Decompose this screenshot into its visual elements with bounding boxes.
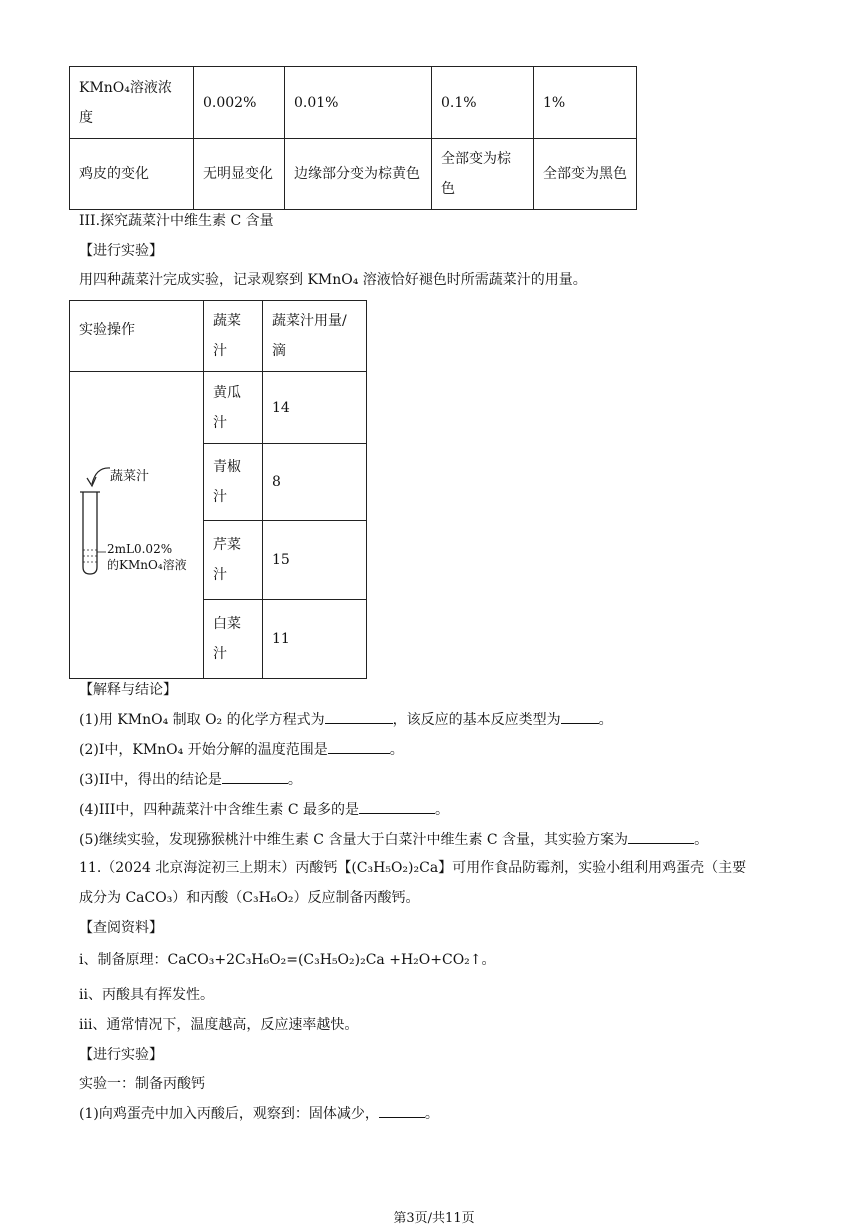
diagram-label-juice: 蔬菜汁 — [110, 469, 150, 484]
reaction-equation: CaCO₃+2C₃H₆O₂=(C₃H₅O₂)₂Ca +H₂O+CO₂↑。 — [167, 952, 496, 968]
table2-header-drops: 蔬菜汁用量/滴 — [263, 301, 367, 372]
experiment-heading-2: 【进行实验】 — [79, 1047, 163, 1063]
juice-name: 青椒汁 — [204, 444, 263, 521]
period: 。 — [389, 742, 404, 758]
table1-cell: 0.002% — [194, 67, 285, 139]
question-5-text: (5)继续实验，发现猕猴桃汁中维生素 C 含量大于白菜汁中维生素 C 含量，其实验方案为 — [79, 832, 629, 848]
table2-header-juice: 蔬菜汁 — [204, 301, 263, 372]
question-1-text-b: ，该反应的基本反应类型为 — [392, 712, 561, 728]
juice-name: 白菜汁 — [204, 599, 263, 678]
experiment-text: 用四种蔬菜汁完成实验，记录观察到 KMnO₄ 溶液恰好褪色时所需蔬菜汁的用量。 — [79, 272, 587, 288]
concentration-table — [69, 66, 637, 210]
answer-blank[interactable] — [222, 769, 288, 784]
juice-drops: 14 — [263, 372, 367, 444]
experiment-1-title: 实验一：制备丙酸钙 — [79, 1076, 205, 1092]
vegetable-juice-table — [69, 300, 367, 679]
juice-drops: 8 — [263, 444, 367, 521]
juice-name: 芹菜汁 — [204, 521, 263, 599]
period: 。 — [435, 802, 450, 818]
period: 。 — [424, 1106, 439, 1122]
question-2-text: (2)I中，KMnO₄ 开始分解的温度范围是 — [79, 742, 328, 758]
table2-header-operation: 实验操作 — [70, 301, 204, 372]
diagram-label-solution: 的KMnO₄溶液 — [107, 558, 187, 572]
table1-cell: 全部变为棕色 — [432, 139, 534, 210]
question-1 — [79, 709, 613, 730]
question-11-line-1: 11.（2024 北京海淀初三上期末）丙酸钙【(C₃H₅O₂)₂Ca】可用作食品防霉剂，实验小组利用鸡蛋壳（主要 — [79, 860, 747, 876]
table1-header-concentration: KMnO₄溶液浓度 — [70, 67, 194, 139]
period: 。 — [598, 712, 613, 728]
section-3-title: III.探究蔬菜汁中维生素 C 含量 — [79, 213, 274, 229]
question-5 — [79, 829, 708, 850]
table1-cell: 0.01% — [285, 67, 432, 139]
juice-name: 黄瓜汁 — [204, 372, 263, 444]
period: 。 — [287, 772, 302, 788]
question-11-line-2: 成分为 CaCO₃）和丙酸（C₃H₆O₂）反应制备丙酸钙。 — [79, 890, 420, 906]
answer-blank[interactable] — [561, 709, 599, 724]
period: 。 — [694, 832, 709, 848]
question-2 — [79, 739, 404, 760]
question-4 — [79, 799, 449, 820]
question-1-text-a: (1)用 KMnO₄ 制取 O₂ 的化学方程式为 — [79, 712, 325, 728]
arrow-head — [87, 477, 96, 486]
table1-cell: 边缘部分变为棕黄色 — [285, 139, 432, 210]
answer-blank[interactable] — [628, 829, 694, 844]
experiment-1-question-1-text: (1)向鸡蛋壳中加入丙酸后，观察到：固体减少， — [79, 1106, 379, 1122]
reference-iii: iii、通常情况下，温度越高，反应速率越快。 — [79, 1017, 359, 1033]
juice-drops: 15 — [263, 521, 367, 599]
answer-blank[interactable] — [325, 709, 393, 724]
question-3 — [79, 769, 302, 790]
reference-i-prefix: i、制备原理： — [79, 952, 168, 968]
reference-heading: 【查阅资料】 — [79, 920, 163, 936]
test-tube-diagram — [70, 372, 203, 678]
table1-cell: 无明显变化 — [194, 139, 285, 210]
table1-header-skin-change: 鸡皮的变化 — [70, 139, 194, 210]
conclusion-heading: 【解释与结论】 — [79, 682, 177, 698]
test-tube — [83, 492, 97, 574]
table1-cell: 1% — [534, 67, 637, 139]
question-3-text: (3)II中，得出的结论是 — [79, 772, 222, 788]
experiment-diagram-cell — [70, 372, 204, 679]
answer-blank[interactable] — [359, 799, 435, 814]
juice-drops: 11 — [263, 599, 367, 678]
question-4-text: (4)III中，四种蔬菜汁中含维生素 C 最多的是 — [79, 802, 360, 818]
reference-ii: ii、丙酸具有挥发性。 — [79, 987, 214, 1003]
table1-cell: 0.1% — [432, 67, 534, 139]
page-footer: 第3页/共11页 — [393, 1211, 475, 1226]
experiment-1-question-1 — [79, 1103, 439, 1124]
experiment-heading: 【进行实验】 — [79, 243, 163, 259]
reference-i — [79, 950, 496, 970]
answer-blank[interactable] — [379, 1103, 425, 1118]
answer-blank[interactable] — [328, 739, 390, 754]
table1-cell: 全部变为黑色 — [534, 139, 637, 210]
dropper-arrow — [92, 468, 110, 484]
diagram-label-volume: 2mL0.02% — [107, 542, 173, 556]
